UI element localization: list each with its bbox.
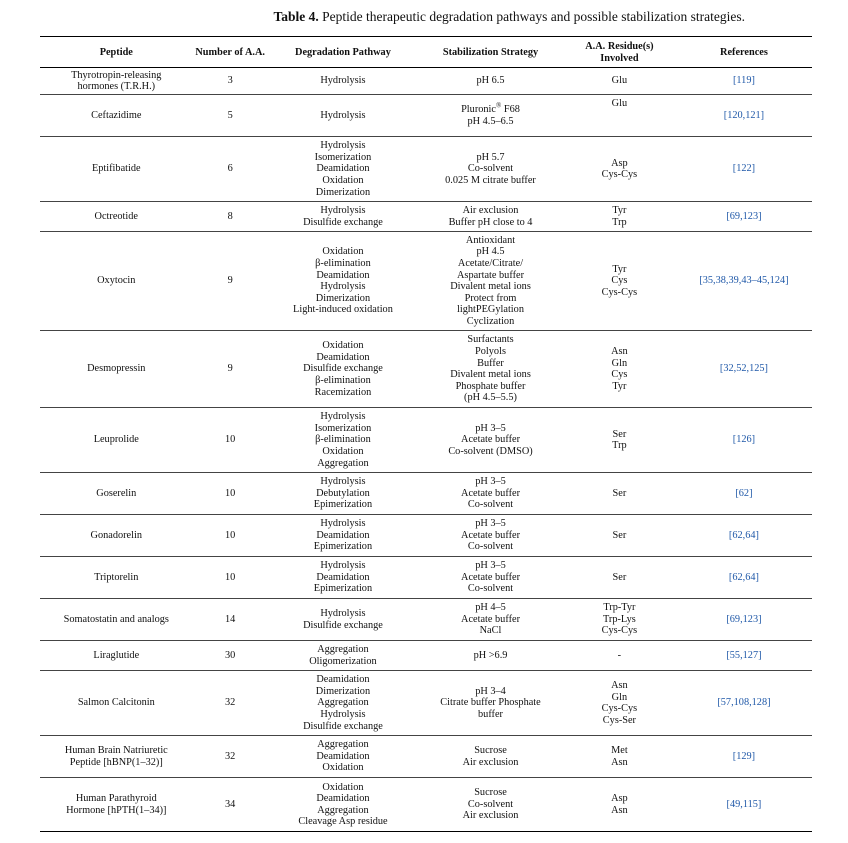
strategy-cell-line: Co-solvent [467, 798, 514, 810]
pathway-cell-line: Hydrolysis [320, 411, 366, 423]
pathway-cell-line: Racemization [314, 386, 372, 398]
strategy-cell-line: Co-solvent [467, 499, 514, 511]
references-cell [676, 331, 812, 408]
references-cell [676, 95, 812, 137]
strategy-cell-line: pH 4–5 [475, 602, 506, 614]
strategy-cell [418, 331, 563, 408]
pathway-cell [268, 232, 418, 331]
residues-cell-line: Glu [611, 75, 628, 87]
strategy-cell-line: Sucrose [474, 745, 507, 757]
pathway-cell-line: Hydrolysis [320, 560, 366, 572]
aa-count-cell: 10 [193, 515, 268, 557]
peptide-cell-line: Human Brain Natriuretic [64, 745, 168, 757]
residues-cell-line: Cys [611, 275, 628, 287]
pathway-cell-line: Hydrolysis [320, 75, 366, 87]
strategy-cell-line: pH 3–4 [475, 685, 506, 697]
pathway-cell [268, 671, 418, 736]
pathway-cell-line: Epimerization [313, 499, 373, 511]
strategy-cell-line: pH 6.5 [476, 75, 505, 87]
aa-count-cell: 32 [193, 671, 268, 736]
table-row [40, 515, 812, 557]
header-number-aa: Number of A.A. [193, 37, 268, 68]
references-cell [676, 232, 812, 331]
strategy-cell-line: Acetate buffer [461, 434, 520, 446]
references-cell [676, 202, 812, 232]
pathway-cell [268, 736, 418, 778]
strategy-cell [418, 736, 563, 778]
peptide-cell [40, 68, 193, 95]
reference-link[interactable]: [62] [735, 487, 753, 499]
peptide-cell-line: Thyrotropin-releasing [71, 69, 162, 81]
peptide-cell [40, 408, 193, 473]
strategy-cell-line: Acetate buffer [461, 529, 520, 541]
peptide-cell-line: Desmopressin [87, 363, 146, 375]
pathway-cell-line: Light-induced oxidation [293, 304, 393, 316]
pathway-cell-line: Aggregation [317, 739, 369, 751]
strategy-cell-line: pH 4.5–6.5 [467, 115, 514, 127]
pathway-cell-line: Hydrolysis [320, 140, 366, 152]
peptide-cell-line: Ceftazidime [91, 109, 142, 121]
residues-cell-line: Asn [611, 346, 628, 357]
pathway-cell-line: β-elimination [315, 374, 371, 386]
reference-link[interactable]: [57,108,128] [717, 697, 771, 709]
pathway-cell-line: Hydrolysis [320, 109, 366, 121]
peptide-cell-line: Octreotide [94, 210, 139, 222]
residues-cell-line: Cys [611, 369, 628, 381]
strategy-cell-line: pH >6.9 [473, 649, 508, 661]
peptide-cell-line: Salmon Calcitonin [77, 697, 155, 709]
residues-cell-line: Cys-Cys [601, 625, 638, 637]
strategy-cell [418, 202, 563, 232]
residues-cell-line: Ser [612, 487, 627, 499]
references-cell [676, 557, 812, 599]
reference-link[interactable]: [32,52,125] [719, 363, 768, 375]
aa-count-cell: 14 [193, 599, 268, 641]
reference-link[interactable]: [69,123] [726, 210, 762, 222]
table-row [40, 408, 812, 473]
pathway-cell [268, 331, 418, 408]
aa-count-cell: 8 [193, 202, 268, 232]
pathway-cell-line: Deamidation [316, 571, 370, 583]
strategy-cell-line: Polyols [475, 346, 506, 357]
strategy-cell-line: Phosphate buffer [455, 380, 526, 392]
residues-cell [563, 736, 676, 778]
residues-cell [563, 408, 676, 473]
residues-cell [563, 232, 676, 331]
residues-cell-line: Gln [611, 691, 628, 703]
pathway-cell-line: Cleavage Asp residue [298, 816, 388, 828]
strategy-cell-line: Cyclization [466, 315, 515, 327]
strategy-cell-line: NaCl [479, 625, 502, 637]
reference-link[interactable]: [62,64] [728, 529, 759, 541]
references-cell [676, 736, 812, 778]
residues-cell-line: Tyr [612, 263, 627, 275]
peptide-cell [40, 599, 193, 641]
reference-link[interactable]: [126] [732, 434, 756, 446]
pathway-cell-line: Deamidation [316, 269, 370, 281]
references-cell [676, 599, 812, 641]
peptide-cell-line: Oxytocin [97, 275, 136, 287]
strategy-cell-line: Acetate buffer [461, 613, 520, 625]
strategy-cell-line: Sucrose [474, 787, 507, 799]
residues-cell-line: Glu [611, 98, 628, 110]
reference-link[interactable]: [120,121] [723, 109, 765, 121]
strategy-cell-line: pH 3–5 [475, 518, 506, 530]
residues-cell [563, 68, 676, 95]
pathway-cell [268, 95, 418, 137]
peptide-cell [40, 736, 193, 778]
references-cell [676, 641, 812, 671]
strategy-cell-line: 0.025 M citrate buffer [445, 174, 536, 186]
references-cell [676, 778, 812, 832]
table-caption [0, 9, 848, 25]
residues-cell-line: Cys-Cys [601, 703, 638, 715]
aa-count-cell: 32 [193, 736, 268, 778]
strategy-cell [418, 599, 563, 641]
residues-cell [563, 95, 676, 137]
peptide-cell-line: Human Parathyroid [75, 793, 157, 805]
aa-count-cell: 34 [193, 778, 268, 832]
peptide-cell-line: Liraglutide [93, 649, 140, 661]
table-row [40, 331, 812, 408]
strategy-cell-line: Divalent metal ions [450, 369, 531, 381]
table-row [40, 671, 812, 736]
strategy-cell-line: Protect from [464, 292, 517, 304]
strategy-cell-line: pH 3–5 [475, 560, 506, 572]
pathway-cell-line: Dimerization [315, 292, 371, 304]
strategy-cell-line: Buffer pH close to 4 [448, 216, 533, 228]
residues-cell-line: Trp-Lys [602, 613, 636, 625]
residues-cell [563, 641, 676, 671]
peptide-cell [40, 557, 193, 599]
references-cell [676, 671, 812, 736]
table-body [40, 68, 812, 832]
pathway-cell-line: Oxidation [322, 174, 364, 186]
pathway-cell-line: Epimerization [313, 583, 373, 595]
strategy-cell [418, 557, 563, 599]
pathway-cell-line: Isomerization [314, 422, 372, 434]
strategy-cell-line: Citrate buffer Phosphate [440, 697, 541, 709]
peptide-cell [40, 778, 193, 832]
pathway-cell-line: Deamidation [316, 793, 370, 805]
pathway-cell-line: Oxidation [322, 445, 364, 457]
pathway-cell-line: Deamidation [316, 750, 370, 762]
pathway-cell-line: Hydrolysis [320, 708, 366, 720]
residues-cell-line: Gln [611, 357, 628, 369]
pathway-cell [268, 68, 418, 95]
reference-link[interactable]: [69,123] [726, 613, 762, 625]
residues-cell-line: - [617, 649, 622, 661]
pathway-cell-line: Oligomerization [309, 655, 377, 667]
table-row [40, 68, 812, 95]
strategy-cell-line: Acetate buffer [461, 487, 520, 499]
residues-cell-line: Cys-Cys [601, 169, 638, 181]
peptide-cell-line: Somatostatin and analogs [63, 613, 169, 625]
references-cell [676, 408, 812, 473]
pathway-cell [268, 515, 418, 557]
pathway-cell-line: Disulfide exchange [303, 619, 383, 631]
pathway-cell-line: Dimerization [315, 186, 371, 198]
strategy-cell [418, 68, 563, 95]
residues-cell-line: Asn [611, 804, 628, 816]
pathway-cell-line: Deamidation [316, 351, 370, 363]
peptide-cell-line: Hormone [hPTH(1–34)] [66, 804, 167, 816]
pathway-cell [268, 473, 418, 515]
aa-count-cell: 3 [193, 68, 268, 95]
residues-cell-line: Ser [612, 529, 627, 541]
table-row [40, 599, 812, 641]
pathway-cell [268, 202, 418, 232]
peptide-cell-line: Eptifibatide [91, 163, 141, 175]
degradation-table [40, 36, 812, 832]
pathway-cell-line: Deamidation [316, 674, 370, 686]
pathway-cell-line: Aggregation [317, 644, 369, 656]
residues-cell [563, 778, 676, 832]
pathway-cell-line: Oxidation [322, 340, 364, 352]
peptide-cell-line: hormones (T.R.H.) [77, 81, 156, 93]
pathway-cell-line: Epimerization [313, 541, 373, 553]
residues-cell-line: Asp [611, 793, 628, 805]
pathway-cell-line: Oxidation [322, 762, 364, 774]
residues-cell [563, 671, 676, 736]
peptide-cell-line: Leuprolide [93, 434, 139, 446]
residues-cell-line: Tyr [612, 205, 627, 217]
aa-count-cell: 6 [193, 137, 268, 202]
strategy-cell [418, 137, 563, 202]
strategy-cell-line: Divalent metal ions [450, 281, 531, 293]
residues-cell [563, 473, 676, 515]
residues-cell-line: Asp [611, 157, 628, 169]
aa-count-cell: 10 [193, 473, 268, 515]
residues-cell-line: Tyr [612, 380, 627, 392]
strategy-cell-line: pH 5.7 [476, 151, 505, 163]
pathway-cell [268, 137, 418, 202]
residues-cell-line: Asn [611, 680, 628, 691]
table-row [40, 202, 812, 232]
residues-cell-line: Trp-Tyr [603, 602, 636, 614]
strategy-cell-line: Co-solvent [467, 583, 514, 595]
references-cell [676, 473, 812, 515]
strategy-cell [418, 232, 563, 331]
aa-count-cell: 10 [193, 557, 268, 599]
residues-cell-line: Met [611, 745, 628, 757]
peptide-cell [40, 232, 193, 331]
references-cell [676, 515, 812, 557]
pathway-cell-line: Debutylation [316, 487, 370, 499]
peptide-cell-line: Triptorelin [94, 571, 139, 583]
peptide-cell [40, 671, 193, 736]
pathway-cell-line: Disulfide exchange [303, 720, 383, 732]
residues-cell-line: Cys-Ser [602, 714, 636, 726]
peptide-cell [40, 137, 193, 202]
peptide-cell [40, 473, 193, 515]
reference-link[interactable]: [49,115] [726, 798, 762, 810]
pathway-cell-line: Hydrolysis [320, 205, 366, 217]
pathway-cell-line: Oxidation [322, 781, 364, 793]
strategy-cell [418, 95, 563, 137]
pathway-cell-line: Oxidation [322, 246, 364, 258]
strategy-cell-line: Co-solvent [467, 541, 514, 553]
residues-cell-line: Asn [611, 756, 628, 768]
strategy-cell-line: lightPEGylation [457, 304, 524, 316]
residues-cell [563, 599, 676, 641]
strategy-cell [418, 473, 563, 515]
strategy-cell [418, 515, 563, 557]
residues-cell-line: Trp [612, 440, 627, 452]
strategy-cell-line: Buffer [477, 357, 504, 369]
strategy-cell-line: Acetate/Citrate/ [457, 258, 524, 269]
peptide-cell-line: Gonadorelin [90, 529, 143, 541]
header-references: References [676, 37, 812, 68]
header-row [40, 37, 812, 68]
pathway-cell-line: Isomerization [314, 151, 372, 163]
strategy-cell-line: Aspartate buffer [457, 269, 524, 281]
aa-count-cell: 10 [193, 408, 268, 473]
strategy-cell-line: Co-solvent [467, 163, 514, 175]
aa-count-cell: 9 [193, 232, 268, 331]
table-row [40, 778, 812, 832]
strategy-cell-line: pH 3–5 [475, 476, 506, 488]
peptide-cell-line: Peptide [hBNP(1–32)] [69, 756, 163, 768]
strategy-cell [418, 671, 563, 736]
peptide-cell [40, 331, 193, 408]
references-cell [676, 68, 812, 95]
header-peptide: Peptide [40, 37, 193, 68]
strategy-cell-line: Antioxidant [465, 234, 516, 246]
strategy-cell-line: (pH 4.5–5.5) [464, 392, 517, 404]
strategy-cell [418, 778, 563, 832]
pathway-cell-line: Aggregation [317, 697, 369, 709]
peptide-cell [40, 202, 193, 232]
strategy-cell-line: Acetate buffer [461, 571, 520, 583]
table-row [40, 557, 812, 599]
table-row [40, 641, 812, 671]
peptide-cell [40, 515, 193, 557]
table-row [40, 137, 812, 202]
reference-link[interactable]: [35,38,39,43–45,124] [699, 275, 789, 287]
strategy-cell-line: Pluronic® F68 [461, 101, 520, 116]
residues-cell [563, 137, 676, 202]
table-row [40, 473, 812, 515]
pathway-cell-line: Hydrolysis [320, 476, 366, 488]
pathway-cell-line: β-elimination [315, 434, 371, 446]
references-cell [676, 137, 812, 202]
pathway-cell [268, 641, 418, 671]
pathway-cell-line: Hydrolysis [320, 518, 366, 530]
pathway-cell-line: Aggregation [317, 457, 369, 469]
strategy-cell [418, 408, 563, 473]
header-residues: A.A. Residue(s) Involved [563, 37, 676, 68]
pathway-cell-line: Dimerization [315, 685, 371, 697]
pathway-cell-line: Disulfide exchange [303, 216, 383, 228]
caption-label: Table 4. [273, 9, 319, 24]
reference-link[interactable]: [55,127] [726, 649, 762, 661]
strategy-cell-line: Air exclusion [462, 756, 519, 768]
aa-count-cell: 5 [193, 95, 268, 137]
strategy-cell [418, 641, 563, 671]
residues-cell-line: Ser [612, 428, 627, 440]
caption-text: Peptide therapeutic degradation pathways and possible stabilization strategies. [318, 9, 745, 24]
strategy-cell-line: buffer [478, 708, 503, 720]
table-row [40, 95, 812, 137]
peptide-cell [40, 95, 193, 137]
aa-count-cell: 9 [193, 331, 268, 408]
pathway-cell-line: Aggregation [317, 804, 369, 816]
peptide-cell [40, 641, 193, 671]
strategy-cell-line: pH 4.5 [476, 246, 505, 258]
pathway-cell-line: Deamidation [316, 529, 370, 541]
pathway-cell-line: Hydrolysis [320, 608, 366, 620]
residues-cell-line: Ser [612, 571, 627, 583]
pathway-cell-line: Deamidation [316, 163, 370, 175]
residues-cell [563, 557, 676, 599]
header-degradation-pathway: Degradation Pathway [268, 37, 418, 68]
residues-cell [563, 515, 676, 557]
reference-link[interactable]: [129] [732, 750, 756, 762]
pathway-cell [268, 557, 418, 599]
strategy-cell-line: Air exclusion [462, 810, 519, 822]
pathway-cell-line: Hydrolysis [320, 281, 366, 293]
header-stabilization-strategy: Stabilization Strategy [418, 37, 563, 68]
aa-count-cell: 30 [193, 641, 268, 671]
table-row [40, 232, 812, 331]
residues-cell [563, 202, 676, 232]
pathway-cell [268, 408, 418, 473]
reference-link[interactable]: [122] [732, 163, 756, 175]
strategy-cell-line: Air exclusion [462, 205, 519, 217]
residues-cell [563, 331, 676, 408]
pathway-cell-line: β-elimination [315, 258, 371, 269]
strategy-cell-line: Co-solvent (DMSO) [448, 445, 533, 457]
pathway-cell-line: Disulfide exchange [303, 363, 383, 375]
pathway-cell [268, 778, 418, 832]
residues-cell-line: Trp [612, 216, 627, 228]
strategy-cell-line: pH 3–5 [475, 422, 506, 434]
residues-cell-line: Cys-Cys [601, 286, 638, 298]
pathway-cell [268, 599, 418, 641]
reference-link[interactable]: [119] [732, 75, 755, 87]
reference-link[interactable]: [62,64] [728, 571, 759, 583]
strategy-cell-line: Surfactants [467, 334, 514, 346]
peptide-cell-line: Goserelin [96, 487, 137, 499]
table-row [40, 736, 812, 778]
